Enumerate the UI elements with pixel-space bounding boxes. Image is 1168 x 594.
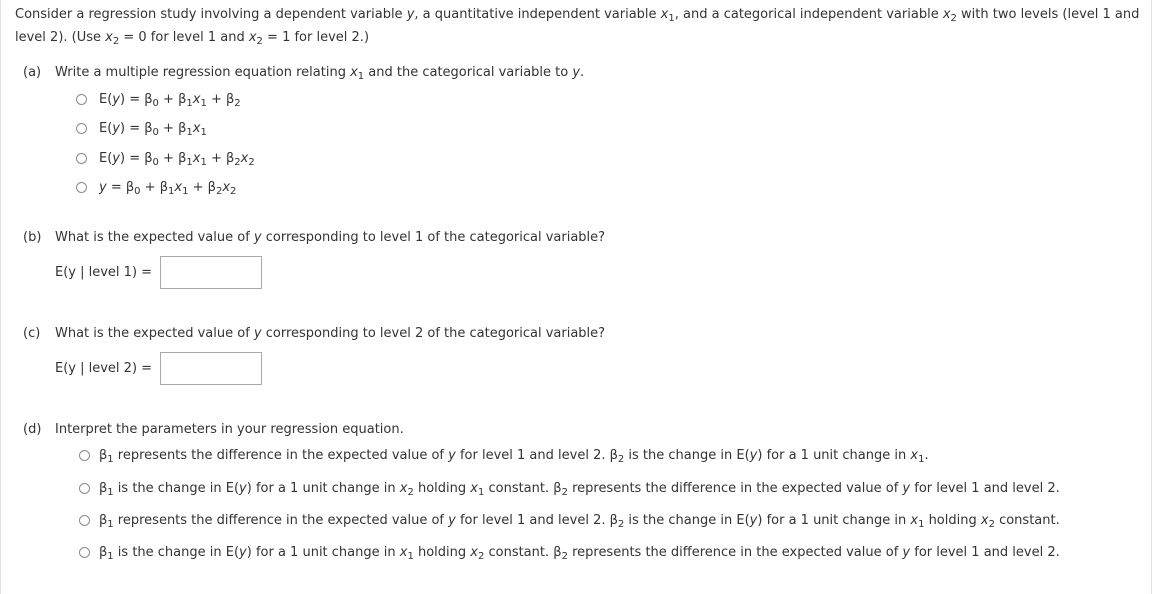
part-b-label: (b): [23, 230, 42, 245]
part-b-answer-input[interactable]: [160, 256, 262, 289]
option-text: $\beta_1$ is the change in E(y) for a 1 unit change in $x_2$ holding $x_1$ constant. $\beta_2$ represents the difference in the expected value of y for level 1 and level 2.: [99, 481, 1060, 498]
radio-button[interactable]: [79, 483, 90, 494]
intro-line-2: level 2). (Use $x_2 = 0$ for level 1 and $x_2 = 1$ for level 2.): [15, 30, 370, 47]
option-text: $E(y) = \beta_0 + \beta_1x_1 + \beta_2x_2$: [99, 151, 255, 168]
radio-button[interactable]: [76, 182, 87, 193]
intro-line-1: Consider a regression study involving a dependent variable y, a quantitative independent variable $x_1$, and a categorical independent variable $x_2$ with two levels (level 1 and: [15, 7, 1140, 24]
part-b-answer-label: E(y | level 1) =: [55, 265, 153, 280]
part-b-question: What is the expected value of y corresponding to level 1 of the categorical variable?: [55, 230, 606, 245]
part-d-question: Interpret the parameters in your regression equation.: [55, 422, 404, 437]
option-text: $y = \beta_0 + \beta_1x_1 + \beta_2x_2$: [99, 180, 237, 197]
option-text: $E(y) = \beta_0 + \beta_1x_1$: [99, 121, 207, 138]
option-text: $\beta_1$ represents the difference in the expected value of y for level 1 and level 2. $\beta_2$ is the change in E(y) for a 1 unit change in $x_1$ holding $x_2$ constant.: [99, 513, 1060, 530]
radio-button[interactable]: [76, 153, 87, 164]
option-text: $E(y) = \beta_0 + \beta_1x_1 + \beta_2$: [99, 92, 241, 109]
radio-button[interactable]: [76, 94, 87, 105]
part-c-answer-input[interactable]: [160, 352, 262, 385]
part-a-label: (a): [23, 65, 42, 80]
radio-button[interactable]: [76, 123, 87, 134]
part-c-answer-label: E(y | level 2) =: [55, 361, 153, 376]
part-d-label: (d): [23, 422, 42, 437]
radio-button[interactable]: [79, 515, 90, 526]
part-a-question: Write a multiple regression equation relating $x_1$ and the categorical variable to y.: [55, 65, 585, 82]
option-text: $\beta_1$ is the change in E(y) for a 1 unit change in $x_1$ holding $x_2$ constant. $\beta_2$ represents the difference in the expected value of y for level 1 and level 2.: [99, 545, 1060, 562]
radio-button[interactable]: [79, 450, 90, 461]
part-c-question: What is the expected value of y corresponding to level 2 of the categorical variable?: [55, 326, 606, 341]
option-text: $\beta_1$ represents the difference in the expected value of y for level 1 and level 2. $\beta_2$ is the change in E(y) for a 1 unit change in $x_1$.: [99, 448, 929, 465]
radio-button[interactable]: [79, 547, 90, 558]
part-c-label: (c): [23, 326, 41, 341]
